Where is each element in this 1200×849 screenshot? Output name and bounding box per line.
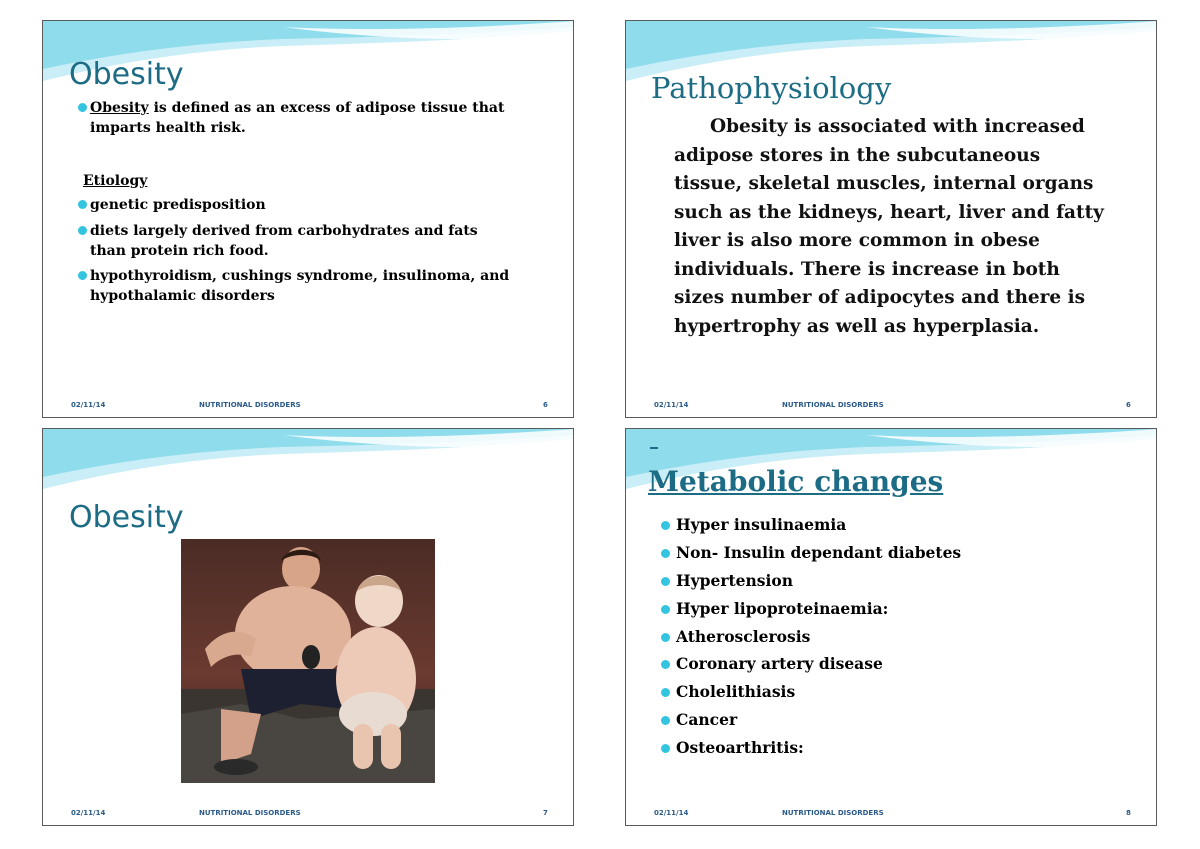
bullet-dot (661, 577, 670, 586)
metabolic-item: Cancer (676, 710, 738, 729)
metabolic-item: Osteoarthritis: (676, 738, 804, 757)
definition-term: Obesity (90, 100, 149, 116)
definition-text: is defined as an excess of adipose tissue that (148, 100, 505, 116)
footer-course: NUTRITIONAL DISORDERS (199, 809, 301, 817)
bullet-dot (661, 688, 670, 697)
slide-title: Obesity (69, 57, 184, 92)
obese-children-photo (181, 539, 435, 783)
slide-metabolic-changes (625, 428, 1157, 826)
footer-page-number: 8 (1126, 809, 1131, 817)
footer-page-number: 6 (543, 401, 548, 409)
etiology-item-3: hypothyroidism, cushings syndrome, insulinoma, and (90, 268, 510, 284)
footer-date: 02/11/14 (71, 809, 106, 817)
header-swoosh-decoration (43, 429, 574, 499)
slide-title: Metabolic changes (648, 465, 944, 498)
etiology-item-3-cont: hypothalamic disorders (90, 288, 275, 304)
paragraph-line: liver is also more common in obese (674, 230, 1040, 251)
footer-course: NUTRITIONAL DISORDERS (782, 401, 884, 409)
bullet-dot (661, 549, 670, 558)
metabolic-item: Hyper insulinaemia (676, 515, 847, 534)
paragraph-line: such as the kidneys, heart, liver and fatty (674, 201, 1104, 223)
slide-obesity-photo (42, 428, 574, 826)
etiology-item-1: genetic predisposition (90, 197, 266, 213)
metabolic-item: Cholelithiasis (676, 682, 796, 701)
bullet-dot (78, 271, 87, 280)
slide-title: Obesity (69, 500, 184, 535)
footer-date: 02/11/14 (71, 401, 106, 409)
bullet-dot (661, 660, 670, 669)
definition-line (90, 98, 504, 118)
footer-page-number: 7 (543, 809, 548, 817)
footer-date: 02/11/14 (654, 401, 689, 409)
footer-course: NUTRITIONAL DISORDERS (199, 401, 301, 409)
paragraph-line: Obesity is associated with increased (710, 116, 1085, 137)
bullet-dot (661, 716, 670, 725)
slide-pathophysiology (625, 20, 1157, 418)
footer-page-number: 6 (1126, 401, 1131, 409)
bullet-dot (661, 605, 670, 614)
paragraph-line: hypertrophy as well as hyperplasia. (674, 315, 1040, 337)
metabolic-item: Coronary artery disease (676, 654, 883, 673)
paragraph-line: sizes number of adipocytes and there is (674, 287, 1086, 308)
footer-date: 02/11/14 (654, 809, 689, 817)
metabolic-item: Atherosclerosis (676, 627, 811, 646)
title-dash-mark (650, 447, 658, 449)
definition-line-2: imparts health risk. (90, 120, 246, 136)
footer-course: NUTRITIONAL DISORDERS (782, 809, 884, 817)
paragraph-line: adipose stores in the subcutaneous (674, 144, 1041, 166)
slide-obesity-definition (42, 20, 574, 418)
bullet-dot (661, 744, 670, 753)
metabolic-item: Hyper lipoproteinaemia: (676, 599, 889, 618)
metabolic-item: Hypertension (676, 571, 794, 590)
metabolic-item: Non- Insulin dependant diabetes (676, 543, 962, 562)
bullet-dot (78, 103, 87, 112)
bullet-dot (78, 200, 87, 209)
slide-title: Pathophysiology (651, 71, 892, 105)
paragraph-line: individuals. There is increase in both (674, 258, 1060, 280)
etiology-item-2: diets largely derived from carbohydrates and fats (90, 223, 478, 239)
bullet-dot (661, 521, 670, 530)
bullet-dot (78, 226, 87, 235)
pathophysiology-paragraph (674, 113, 1134, 341)
paragraph-line: tissue, skeletal muscles, internal organs (674, 173, 1094, 194)
etiology-item-2-cont: than protein rich food. (90, 243, 269, 259)
etiology-heading: Etiology (83, 173, 148, 189)
bullet-dot (661, 633, 670, 642)
